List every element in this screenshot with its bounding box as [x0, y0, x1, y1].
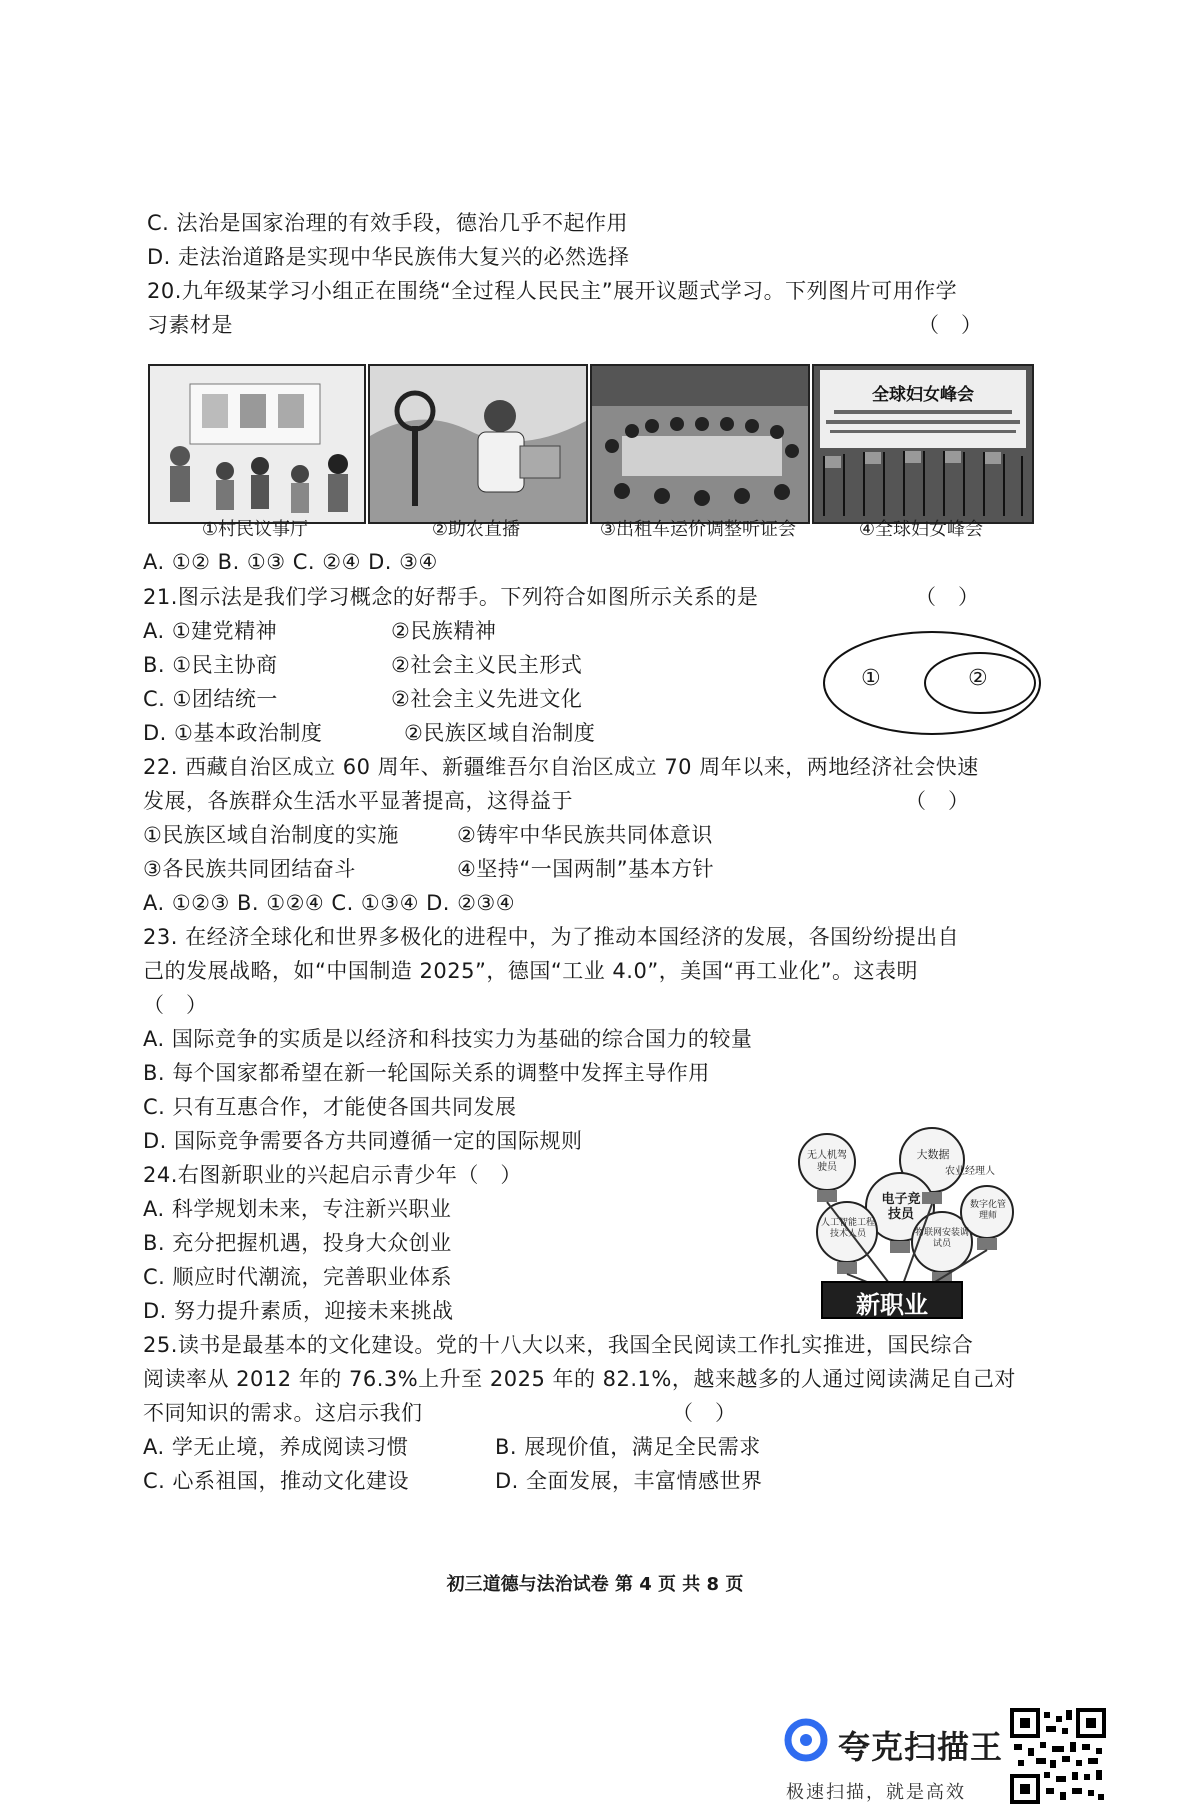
job-bulb-label-6: 物联网安装调试员: [915, 1228, 970, 1249]
venn-label-inner: ②: [968, 666, 988, 691]
q23-answer-paren: （ ）: [143, 993, 208, 1017]
hearing-meeting-photo: [592, 366, 808, 522]
q21-answer-paren: （ ）: [915, 585, 980, 609]
venn-diagram: [820, 628, 1045, 738]
q21-stem: 21.图示法是我们学习概念的好帮手。下列符合如图所示关系的是: [143, 585, 759, 609]
q22-statement-1: ①民族区域自治制度的实施: [143, 823, 399, 847]
job-bulb-label-4: 电子竞技员: [881, 1192, 921, 1222]
caption-livestream: ②助农直播: [431, 519, 521, 540]
q20-answer-paren: （ ）: [918, 313, 983, 337]
photo-hearing-meeting: [590, 364, 810, 524]
venn-label-outer: ①: [861, 666, 881, 691]
photo-global-women-summit: [812, 364, 1034, 524]
q23-option-b: B. 每个国家都希望在新一轮国际关系的调整中发挥主导作用: [143, 1061, 710, 1085]
job-bulb-label-7: 数字化管理师: [969, 1200, 1006, 1221]
caption-village-hall: ①村民议事厅: [201, 519, 309, 540]
caption-summit: ④全球妇女峰会: [858, 519, 984, 540]
scanner-slogan: 极速扫描，就是高效: [786, 1782, 966, 1803]
job-bulb-label-1: 无人机驾驶员: [807, 1150, 847, 1173]
job-bulb-label-3: 农业经理人: [945, 1166, 995, 1177]
q23-option-a: A. 国际竞争的实质是以经济和科技实力为基础的综合国力的较量: [143, 1027, 753, 1051]
q22-answer-paren: （ ）: [905, 789, 970, 813]
q25-answer-paren: （ ）: [672, 1401, 737, 1425]
livestream-illustration: [370, 366, 586, 522]
q22-statement-3: ③各民族共同团结奋斗: [143, 857, 356, 881]
q25-stem-line1: 25.读书是最基本的文化建设。党的十八大以来，我国全民阅读工作扎实推进，国民综合: [143, 1333, 974, 1357]
q25-stem-line3: 不同知识的需求。这启示我们: [143, 1401, 423, 1425]
q23-option-c: C. 只有互惠合作，才能使各国共同发展: [143, 1095, 517, 1119]
page-footer: 初三道德与法治试卷 第 4 页 共 8 页: [446, 1574, 744, 1595]
q25-stem-line2: 阅读率从 2012 年的 76.3%上升至 2025 年的 82.1%，越来越多的人通过阅读满足自己对: [143, 1367, 1016, 1391]
scanner-brand: 夸克扫描王: [838, 1728, 1004, 1766]
photo-village-hall: [148, 364, 366, 524]
q21-option-a1: A. ①建党精神: [143, 619, 278, 643]
q24-stem: 24.右图新职业的兴起启示青少年（ ）: [143, 1163, 522, 1187]
q25-option-d: D. 全面发展，丰富情感世界: [495, 1469, 763, 1493]
caption-hearing: ③出租车运价调整听证会: [599, 519, 797, 540]
q25-option-a: A. 学无止境，养成阅读习惯: [143, 1435, 409, 1459]
q21-option-b2: ②社会主义民主形式: [391, 653, 583, 677]
job-bulb-label-5: 人工智能工程技术人员: [820, 1218, 875, 1239]
q20-stem-line2: 习素材是: [147, 313, 233, 337]
q25-option-b: B. 展现价值，满足全民需求: [495, 1435, 761, 1459]
q21-option-c2: ②社会主义先进文化: [391, 687, 583, 711]
job-bulb-label-2: 大数据: [916, 1148, 950, 1161]
q21-option-c1: C. ①团结统一: [143, 687, 278, 711]
q21-option-d2: ②民族区域自治制度: [404, 721, 596, 745]
q22-statement-2: ②铸牢中华民族共同体意识: [457, 823, 713, 847]
q23-option-d: D. 国际竞争需要各方共同遵循一定的国际规则: [143, 1129, 583, 1153]
photo-livestream-farm: [368, 364, 588, 524]
q22-stem-line2: 发展，各族群众生活水平显著提高，这得益于: [143, 789, 573, 813]
q23-stem-line2: 己的发展战略，如“中国制造 2025”，德国“工业 4.0”，美国“再工业化”。这表明: [143, 959, 918, 983]
q24-option-c: C. 顺应时代潮流，完善职业体系: [143, 1265, 453, 1289]
summit-banner-title: 全球妇女峰会: [872, 385, 974, 405]
q22-stem-line1: 22. 西藏自治区成立 60 周年、新疆维吾尔自治区成立 70 周年以来，两地经济社会快速: [143, 755, 979, 779]
qr-code: [1010, 1708, 1106, 1804]
q21-option-b1: B. ①民主协商: [143, 653, 278, 677]
q19-option-d: D. 走法治道路是实现中华民族伟大复兴的必然选择: [147, 245, 630, 269]
q24-option-d: D. 努力提升素质，迎接未来挑战: [143, 1299, 454, 1323]
q20-stem-line1: 20.九年级某学习小组正在围绕“全过程人民民主”展开议题式学习。下列图片可用作学: [147, 279, 958, 303]
q20-options: A. ①② B. ①③ C. ②④ D. ③④: [143, 550, 438, 574]
scanner-logo-icon: [784, 1718, 828, 1762]
q23-stem-line1: 23. 在经济全球化和世界多极化的进程中，为了推动本国经济的发展，各国纷纷提出自: [143, 925, 960, 949]
new-jobs-sign: 新职业: [856, 1291, 928, 1319]
q22-statement-4: ④坚持“一国两制”基本方针: [457, 857, 715, 881]
q24-option-b: B. 充分把握机遇，投身大众创业: [143, 1231, 452, 1255]
q19-option-c: C. 法治是国家治理的有效手段，德治几乎不起作用: [147, 211, 629, 235]
q24-option-a: A. 科学规划未来，专注新兴职业: [143, 1197, 452, 1221]
q21-option-a2: ②民族精神: [391, 619, 497, 643]
village-hall-illustration: [150, 366, 364, 522]
q25-option-c: C. 心系祖国，推动文化建设: [143, 1469, 410, 1493]
q22-options: A. ①②③ B. ①②④ C. ①③④ D. ②③④: [143, 891, 516, 915]
q21-option-d1: D. ①基本政治制度: [143, 721, 323, 745]
